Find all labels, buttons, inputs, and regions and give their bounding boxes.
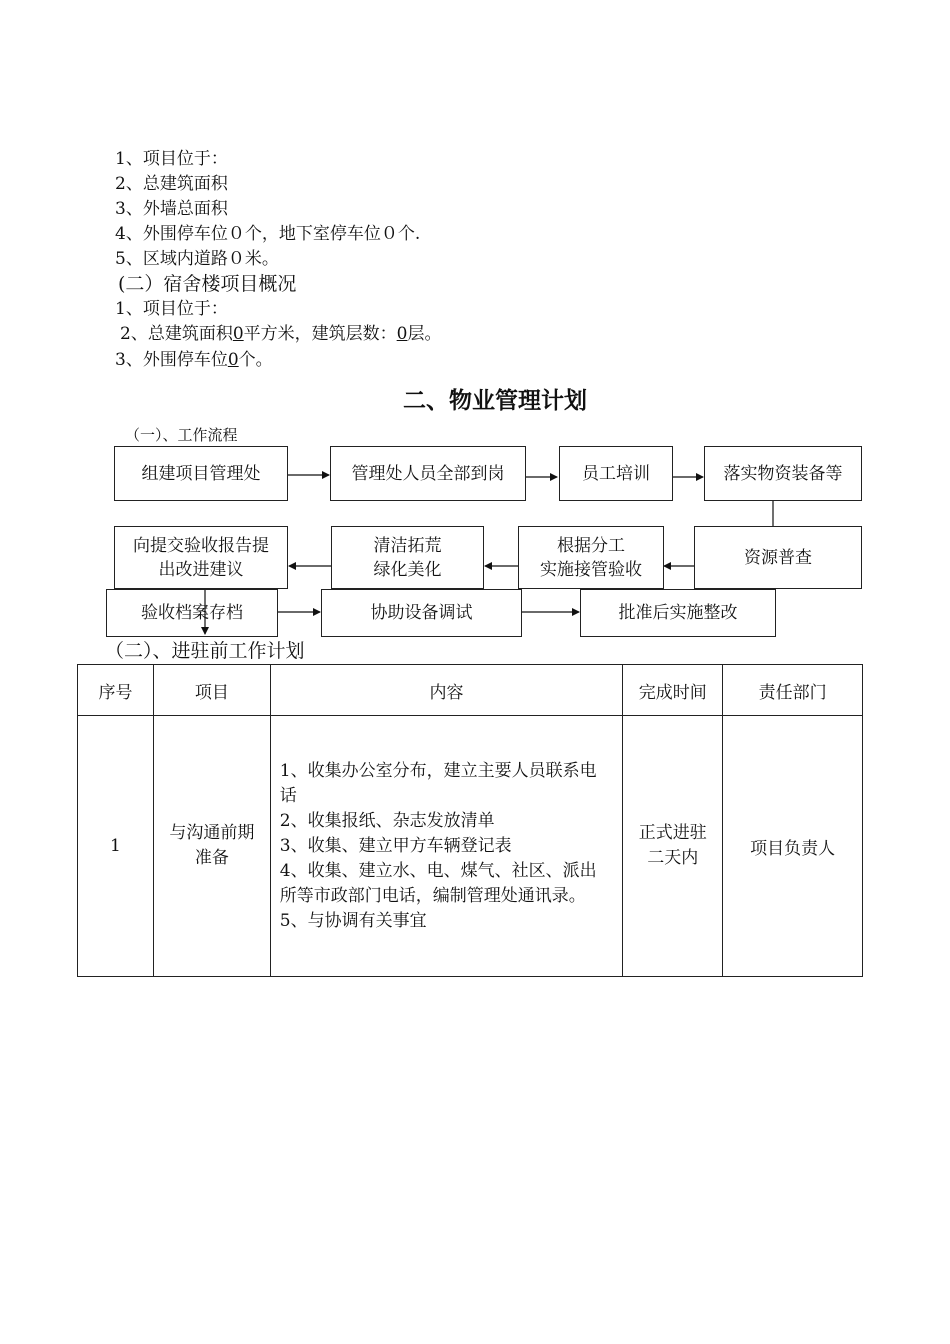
table-row xyxy=(78,716,863,977)
dorm-parking-suffix: 个。 xyxy=(238,350,273,370)
content-line: 2、收集报纸、杂志发放清单 xyxy=(279,810,495,831)
flow-step-report-suggestions: 向提交验收报告提 出改进建议 xyxy=(114,526,288,589)
list-item: 3、外墙总面积 xyxy=(115,199,228,219)
flow-step-training: 员工培训 xyxy=(559,446,673,501)
work-plan-table xyxy=(77,664,863,977)
header-dept: 责任部门 xyxy=(723,665,863,716)
dorm-parking-prefix: 3、外围停车位 xyxy=(115,350,228,370)
cell-item: 与沟通前期 准备 xyxy=(153,716,270,977)
list-item: 5、区域内道路０米。 xyxy=(115,249,279,269)
header-item: 项目 xyxy=(153,665,270,716)
header-content: 内容 xyxy=(270,665,623,716)
cell-content xyxy=(270,716,623,977)
dorm-area-mid: 平方米，建筑层数： xyxy=(243,324,397,344)
dorm-floors-value: 0 xyxy=(396,324,408,344)
flow-step-staff-arrive: 管理处人员全部到岗 xyxy=(330,446,526,501)
flow-step-cleaning-greening: 清洁拓荒 绿化美化 xyxy=(331,526,484,589)
flow-step-archive: 验收档案存档 xyxy=(106,589,278,637)
dorm-item-location: 1、项目位于： xyxy=(115,299,228,319)
dorm-heading: (二）宿舍楼项目概况 xyxy=(118,273,297,295)
list-item: 2、总建筑面积 xyxy=(115,174,228,194)
header-time: 完成时间 xyxy=(623,665,723,716)
plan-heading: （二）、进驻前工作计划 xyxy=(105,640,305,662)
content-line: 3、收集、建立甲方车辆登记表 xyxy=(279,835,512,856)
header-no: 序号 xyxy=(78,665,154,716)
content-line: 4、收集、建立水、电、煤气、社区、派出所等市政部门电话，编制管理处通讯录。 xyxy=(279,860,597,906)
list-item: 1、项目位于： xyxy=(115,149,228,169)
content-line: 1、收集办公室分布，建立主要人员联系电话 xyxy=(279,760,597,806)
flow-step-equipment-debug: 协助设备调试 xyxy=(321,589,522,637)
dorm-floors-suffix: 层。 xyxy=(407,324,442,344)
cell-time: 正式进驻 二天内 xyxy=(623,716,723,977)
flow-step-takeover-inspection: 根据分工 实施接管验收 xyxy=(518,526,664,589)
content-line: 5、与协调有关事宜 xyxy=(279,910,427,931)
dorm-area-prefix: 2、总建筑面积 xyxy=(120,324,233,344)
page-title: 二、物业管理计划 xyxy=(403,388,587,414)
list-item: 4、外围停车位０个，地下室停车位０个. xyxy=(115,224,421,244)
dorm-parking-value: 0 xyxy=(227,350,239,370)
table-header-row xyxy=(78,665,863,716)
flow-step-rectification: 批准后实施整改 xyxy=(580,589,776,637)
flow-step-setup-office: 组建项目管理处 xyxy=(114,446,288,501)
flow-step-resource-survey: 资源普查 xyxy=(694,526,862,589)
flow-step-equipment: 落实物资装备等 xyxy=(704,446,862,501)
flow-heading: （一）、工作流程 xyxy=(125,426,238,444)
cell-dept: 项目负责人 xyxy=(723,716,863,977)
cell-no: 1 xyxy=(78,716,154,977)
dorm-area-value: 0 xyxy=(232,324,244,344)
